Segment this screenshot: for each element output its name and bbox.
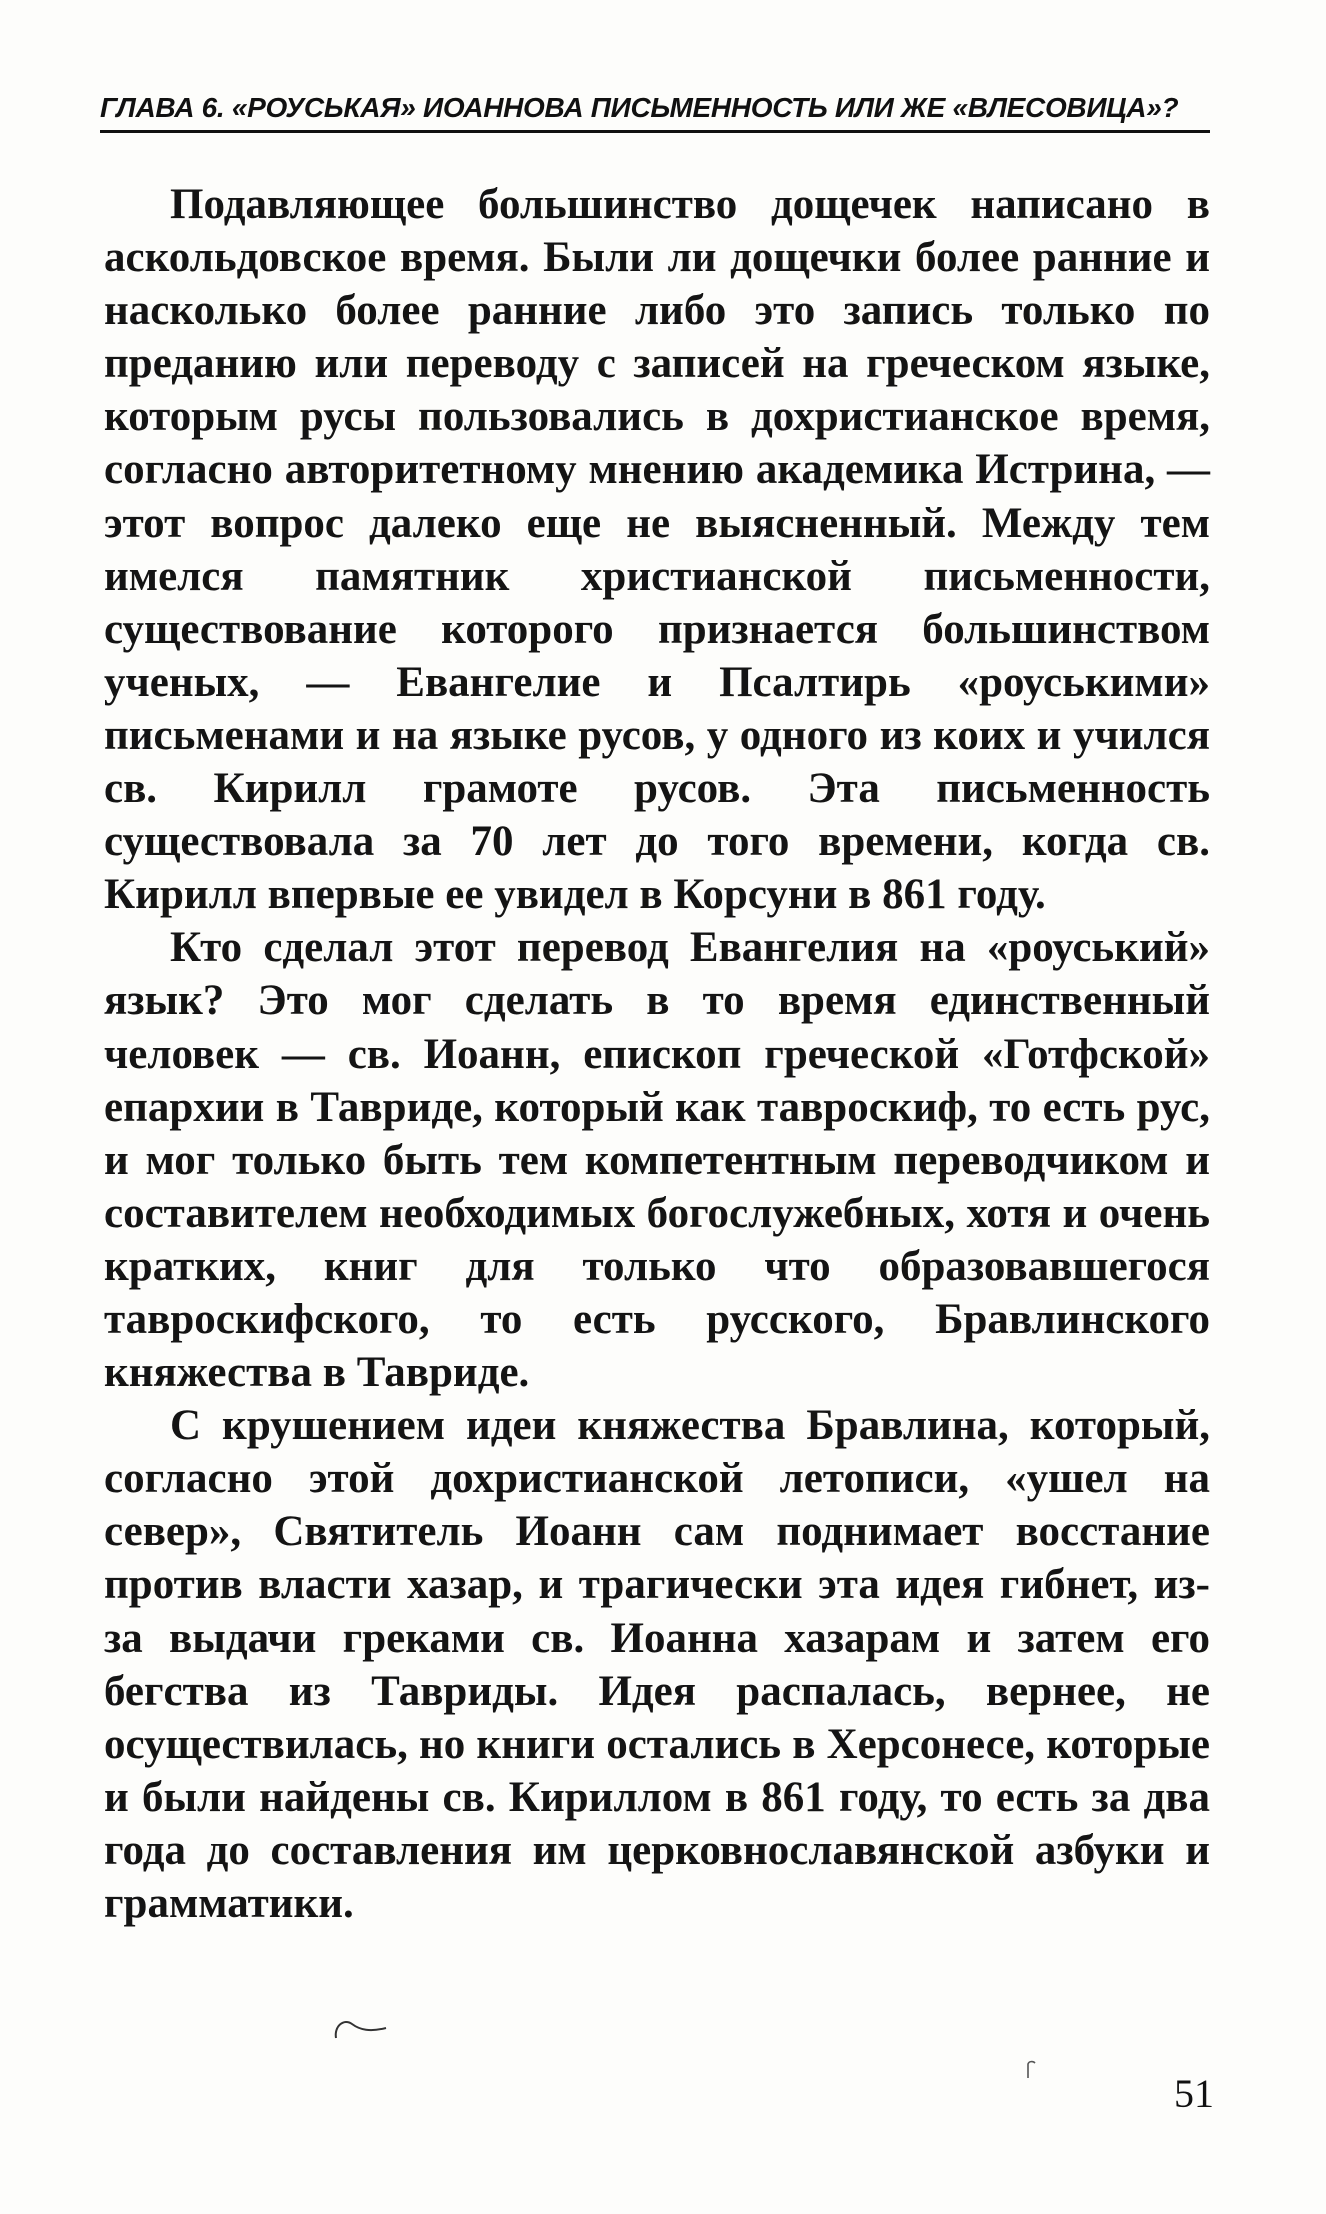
pen-tick-mark [1024,2058,1038,2080]
page-number: 51 [1174,2071,1214,2116]
paragraph-1: Подавляющее большинство дощечек написано в аскольдовское время. Были ли дощечки более ранние и насколько более ранние либо это запись только по преданию или переводу с записей на греческом языке, которым русы пользовались в дохристианское время, согласно авторитетному мнению академика Истрина, — этот вопрос далеко еще не выясненный. Между тем имелся памятник христианской письменности, существование которого признается большинством ученых, — Евангелие и Псалтирь «роуськими» письменами и на языке русов, у одного из коих и учился св. Кирилл грамоте русов. Эта письменность существовала за 70 лет до того времени, когда св. Кирилл впервые ее увидел в Корсуни в 861 году. [104,181,1210,919]
paragraph-3: С крушением идеи княжества Бравлина, который, согласно этой дохристианской летописи, «ушел на север», Святитель Иоанн сам поднимает восстание против власти хазар, и трагически эта идея гибнет, из-за выдачи греками св. Иоанна хазарам и затем его бегства из Тавриды. Идея распалась, вернее, не осуществилась, но книги остались в Херсонесе, которые и были найдены св. Кириллом в 861 году, то есть за два года до составления им церковнославянской азбуки и грамматики. [104,1402,1210,1927]
running-head: ГЛАВА 6. «РОУСЬКАЯ» ИОАННОВА ПИСЬМЕННОСТЬ ИЛИ ЖЕ «ВЛЕСОВИЦА»? [100,92,1179,123]
pen-stroke-mark [330,2012,390,2042]
header-rule [100,130,1210,133]
paragraph-2: Кто сделал этот перевод Евангелия на «роуський» язык? Это мог сделать в то время единственный человек — св. Иоанн, епископ греческой «Готфской» епархии в Тавриде, который как тавроскиф, то есть рус, и мог только быть тем компетентным переводчиком и составителем необходимых богослужебных, хотя и очень кратких, книг для только что образовавшегося тавроскифского, то есть русского, Бравлинского княжества в Тавриде. [104,924,1210,1397]
body-text [104,178,1210,1930]
